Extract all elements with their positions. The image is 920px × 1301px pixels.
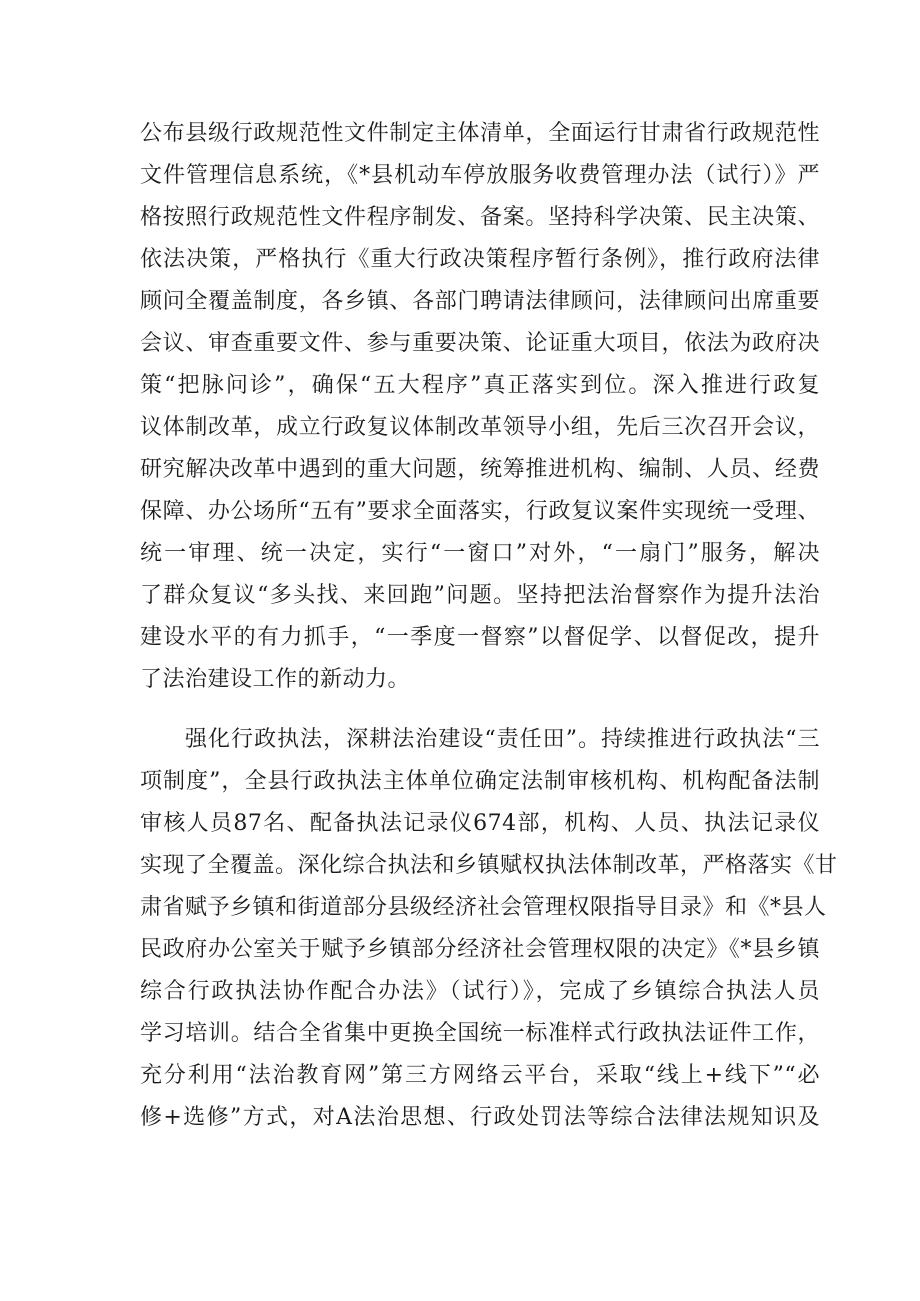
text-line: 策“把脉问诊”，确保“五大程序”真正落实到位。深入推进行政复 xyxy=(140,373,820,398)
text-line: 保障、办公场所“五有”要求全面落实，行政复议案件实现统一受理、 xyxy=(140,499,820,524)
text-line: 充分利用“法治教育网”第三方网络云平台，采取“线上+线下”“必 xyxy=(140,1063,820,1088)
text-line: 实现了全覆盖。深化综合执法和乡镇赋权执法体制改革，严格落实《甘 xyxy=(140,853,838,878)
text-line: 文件管理信息系统，《*县机动车停放服务收费管理办法（试行）》严 xyxy=(140,163,820,188)
text-line: 依法决策，严格执行《重大行政决策程序暂行条例》，推行政府法律 xyxy=(140,247,820,272)
text-line: 修+选修”方式，对A法治思想、行政处罚法等综合法律法规知识及 xyxy=(140,1105,820,1130)
text-line: 了群众复议“多头找、来回跑”问题。坚持把法治督察作为提升法治 xyxy=(140,583,820,608)
paragraph-first-line: 强化行政执法，深耕法治建设“责任田”。持续推进行政执法“三 xyxy=(185,727,820,752)
text-line: 议体制改革，成立行政复议体制改革领导小组，先后三次召开会议， xyxy=(140,415,820,440)
text-line: 民政府办公室关于赋予乡镇部分经济社会管理权限的决定》《*县乡镇 xyxy=(140,937,820,962)
text-line: 学习培训。结合全省集中更换全国统一标准样式行政执法证件工作， xyxy=(140,1021,820,1046)
text-line: 了法治建设工作的新动力。 xyxy=(140,667,411,692)
text-line: 格按照行政规范性文件程序制发、备案。坚持科学决策、民主决策、 xyxy=(140,205,820,230)
text-line: 综合行政执法协作配合办法》（试行）》，完成了乡镇综合执法人员 xyxy=(140,979,820,1004)
text-line: 顾问全覆盖制度，各乡镇、各部门聘请法律顾问，法律顾问出席重要 xyxy=(140,289,820,314)
text-line: 项制度”，全县行政执法主体单位确定法制审核机构、机构配备法制 xyxy=(140,769,820,794)
text-line: 统一审理、统一决定，实行“一窗口”对外，“一扇门”服务，解决 xyxy=(140,541,820,566)
text-line: 建设水平的有力抓手，“一季度一督察”以督促学、以督促改，提升 xyxy=(140,625,820,650)
text-line: 研究解决改革中遇到的重大问题，统筹推进机构、编制、人员、经费 xyxy=(140,457,820,482)
text-line: 审核人员87名、配备执法记录仪674部，机构、人员、执法记录仪 xyxy=(140,811,820,836)
text-line: 肃省赋予乡镇和街道部分县级经济社会管理权限指导目录》和《*县人 xyxy=(140,895,827,920)
text-line: 会议、审查重要文件、参与重要决策、论证重大项目，依法为政府决 xyxy=(140,331,820,356)
text-line: 公布县级行政规范性文件制定主体清单，全面运行甘肃省行政规范性 xyxy=(140,121,820,146)
